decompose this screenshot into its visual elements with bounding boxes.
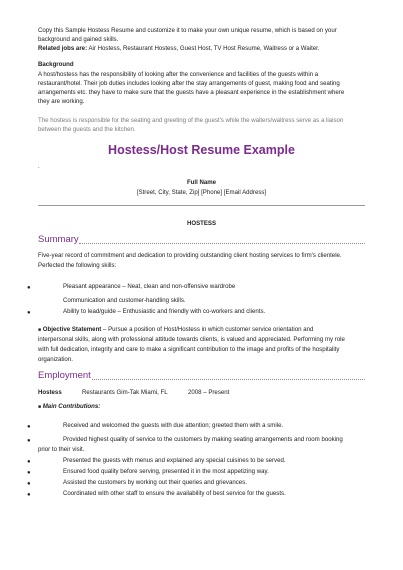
employment-dates: 2008 – Present <box>188 389 230 396</box>
section-dotted-rule <box>92 379 365 380</box>
background-heading: Background <box>38 61 74 68</box>
contribution-item: Assisted the customers by working out their queries and grievances. <box>63 479 247 486</box>
background-line: they are working. <box>38 98 85 105</box>
skill-item: Pleasant appearance – Neat, clean and non-offensive wardrobe <box>63 283 236 290</box>
contribution-item: Ensured food quality before serving, presented it in the most appetizing way. <box>63 468 269 475</box>
dot-mark: . <box>38 163 40 170</box>
bullet-icon: ● <box>27 310 31 316</box>
employment-employer: Restaurants Gim-Tak Miami, FL <box>82 389 168 396</box>
skill-item: Ability to lead/guide – Enthusiastic and friendly with co-workers and clients. <box>63 308 266 315</box>
contribution-item: Received and welcomed the guests with due attention; greeted them with a smile. <box>63 422 284 429</box>
background-line: A host/hostess has the responsibility of looking after the convenience and facilities of the guests within a <box>38 71 319 78</box>
contribution-item-cont: prior to their visit. <box>38 446 85 453</box>
contribution-item: Presented the guests with menus and explained any special cuisines to be served. <box>63 457 286 464</box>
section-dotted-rule <box>79 243 365 244</box>
background-note: The hostess is responsible for the seating and greeting of the guest's while the waiters/waitress serve as a liaison <box>38 117 344 124</box>
full-name: Full Name <box>186 179 217 186</box>
objective-label: Objective Statement <box>42 326 102 333</box>
objective-line: interpersonal skills, along with professional attitude towards clients, is valued and appreciated. Performing my role <box>38 336 345 343</box>
intro-line-1: Copy this Sample Hostess Resume and customize it to make your own unique resume, which is based on your <box>38 27 337 34</box>
contributions-label: Main Contributions: <box>42 403 101 410</box>
background-line: arrangements etc. they have to make sure that the guests have a pleasant experience in the establishment where <box>38 89 345 96</box>
employment-role: Hostess <box>38 389 62 396</box>
contributions-heading <box>38 402 100 412</box>
summary-line: Five-year record of commitment and dedication to providing outstanding client hosting services to firm's clientele. <box>38 252 342 259</box>
intro-line-2: background and gained skills. <box>38 36 119 43</box>
objective-line: organization. <box>38 356 73 363</box>
related-jobs-label: Related jobs are: <box>38 45 88 52</box>
square-bullet-icon: ■ <box>38 327 42 333</box>
position-title: HOSTESS <box>186 220 217 227</box>
bullet-icon: ● <box>27 438 31 444</box>
bullet-icon: ● <box>27 285 31 291</box>
objective-line: with full dedication, integrity and care to make a significant contribution to the image and profits of the hospitality <box>38 346 340 353</box>
background-note: between the guests and the kitchen. <box>38 126 136 133</box>
summary-line: Perfected the following skills: <box>38 262 117 269</box>
bullet-icon: ● <box>27 470 31 476</box>
divider <box>38 205 365 206</box>
background-line: restaurant/hotel. Their job duties includes looking after the stay arrangements of guest, making food and seating <box>38 80 340 87</box>
bullet-icon: ● <box>27 481 31 487</box>
contact-details: [Street, City, State, Zip] [Phone] [Email Address] <box>136 189 267 196</box>
square-bullet-icon: ■ <box>38 404 42 410</box>
page-title: Hostess/Host Resume Example <box>108 143 295 157</box>
bullet-icon: ● <box>27 459 31 465</box>
skill-item: Communication and customer-handling skills. <box>63 297 186 304</box>
employment-heading: Employment <box>38 370 91 381</box>
contribution-item: Coordinated with other staff to ensure the availability of best service for the guests. <box>63 490 286 497</box>
contribution-item: Provided highest quality of service to the customers by making seating arrangements and room booking <box>63 436 343 443</box>
objective-text: – Pursue a position of Host/Hostess in which customer service orientation and <box>101 326 314 333</box>
objective-statement <box>38 325 313 335</box>
related-jobs-list: Air Hostess, Restaurant Hostess, Guest Host, TV Host Resume, Waitress or a Waiter. <box>87 45 320 52</box>
related-jobs <box>38 44 320 53</box>
summary-heading: Summary <box>38 234 79 245</box>
bullet-icon: ● <box>27 492 31 498</box>
bullet-icon: ● <box>27 424 31 430</box>
